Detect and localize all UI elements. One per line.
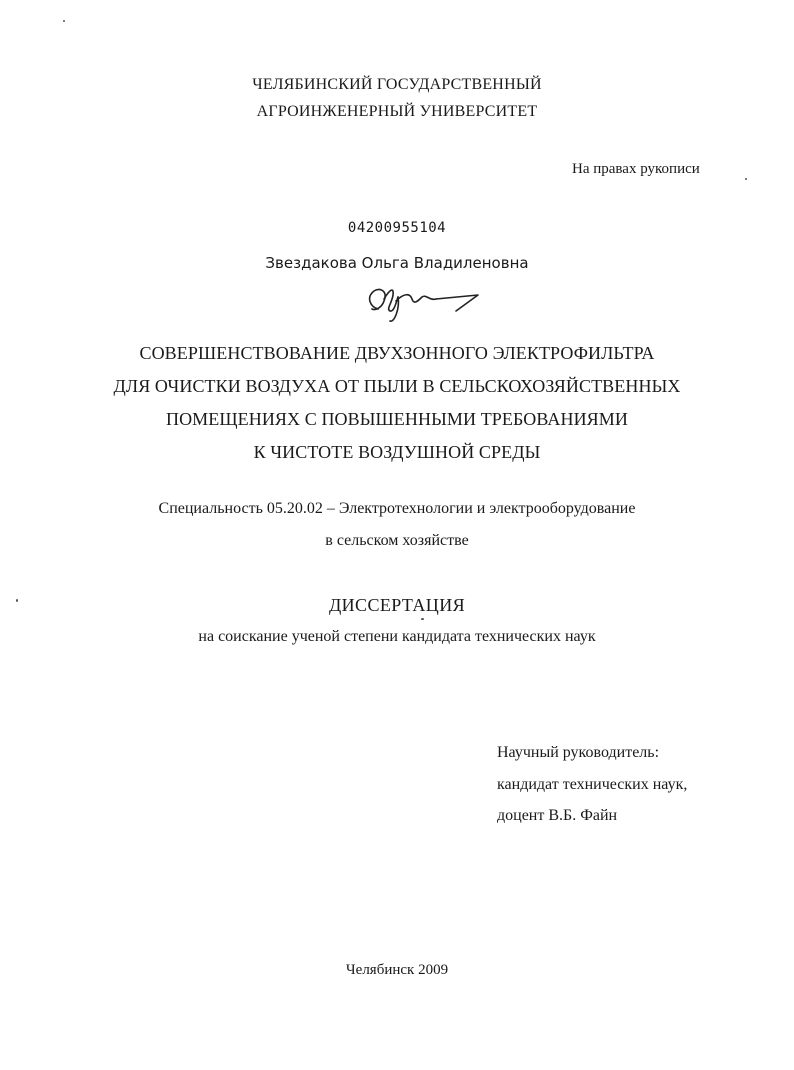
scan-speck <box>745 178 747 180</box>
specialty-line1: Специальность 05.20.02 – Электротехнологии и электрооборудование <box>158 500 636 517</box>
supervisor-label: Научный руководитель: <box>497 744 660 761</box>
city-year: Челябинск 2009 <box>345 962 449 978</box>
author-name: Звездакова Ольга Владиленовна <box>265 254 529 272</box>
supervisor-name: доцент В.Б. Файн <box>497 807 618 824</box>
scan-speck <box>63 20 65 22</box>
thesis-title-line: К ЧИСТОТЕ ВОЗДУШНОЙ СРЕДЫ <box>253 442 541 462</box>
author-signature <box>360 279 485 325</box>
supervisor-degree: кандидат технических наук, <box>497 776 688 793</box>
university-name-line1: ЧЕЛЯБИНСКИЙ ГОСУДАРСТВЕННЫЙ <box>252 76 542 93</box>
registration-code: 04200955104 <box>347 220 447 236</box>
specialty-line2: в сельском хозяйстве <box>325 532 469 549</box>
thesis-title-line: СОВЕРШЕНСТВОВАНИЕ ДВУХЗОННОГО ЭЛЕКТРОФИЛЬТРА <box>139 343 655 363</box>
university-name-line2: АГРОИНЖЕНЕРНЫЙ УНИВЕРСИТЕТ <box>256 103 538 120</box>
thesis-title-line: ПОМЕЩЕНИЯХ С ПОВЫШЕННЫМИ ТРЕБОВАНИЯМИ <box>165 409 628 429</box>
degree-sought: на соискание ученой степени кандидата технических наук <box>198 628 596 645</box>
scan-speck <box>421 618 424 620</box>
dissertation-heading: ДИССЕРТАЦИЯ <box>328 595 466 615</box>
thesis-title-line: ДЛЯ ОЧИСТКИ ВОЗДУХА ОТ ПЫЛИ В СЕЛЬСКОХОЗЯЙСТВЕННЫХ <box>113 376 681 396</box>
manuscript-rights-note: На правах рукописи <box>572 161 700 177</box>
